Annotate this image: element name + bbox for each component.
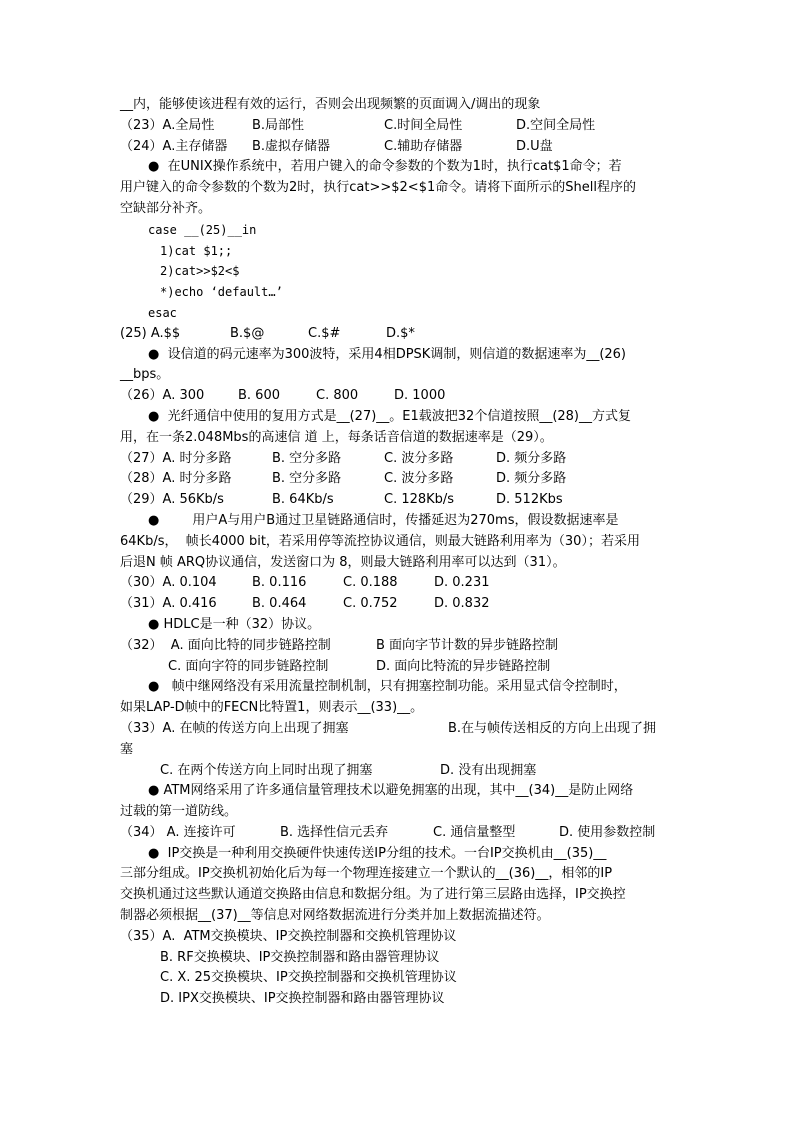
document-page [120,95,680,1010]
option: C. 在两个传送方向上同时出现了拥塞 [160,762,373,778]
option-35c: C. X. 25交换模块、IP交换控制器和交换机管理协议 [160,970,457,986]
option: C. 通信量整型 [433,824,516,840]
text-line: __内，能够使该进程有效的运行，否则会出现频繁的页面调入/调出的现象 [120,97,541,112]
options-33a [120,719,680,740]
bullet-icon: ● [148,512,160,528]
bullet-icon: ● [148,346,160,362]
option-35b: B. RF交换模块、IP交换控制器和路由器管理协议 [160,949,440,965]
option: B. 600 [238,388,280,404]
option: B. 空分多路 [272,471,342,487]
option: C. 128Kb/s [384,492,455,508]
option: （23）A.全局性 [120,117,215,133]
option: D. 没有出现拥塞 [440,762,537,778]
option: C. 波分多路 [384,471,454,487]
options-30 [120,573,680,594]
bullet-icon: ● [148,783,160,799]
option: B.虚拟存储器 [252,138,331,154]
text-line: 塞 [120,741,134,757]
question-27-line-1: ● 光纤通信中使用的复用方式是__(27)__。E1载波把32个信道按照__(28)__方式复 [120,407,680,428]
option: （28）A. 时分多路 [120,471,232,487]
options-31 [120,594,680,615]
option: D. 频分多路 [496,450,567,466]
options-32a [120,636,680,657]
text-line: 过载的第一道防线。 [120,804,238,820]
text-line: 后退N 帧 ARQ协议通信，发送窗口为 8，则最大链路利用率可以达到（31）。 [120,554,566,570]
option: D.空间全局性 [516,117,596,133]
option: C.辅助存储器 [384,138,463,154]
question-25-line-1: ● 在UNIX操作系统中，若用户键入的命令参数的个数为1时，执行cat$1命令；若 [120,157,680,178]
option: C. 800 [316,388,359,404]
option: C.时间全局性 [384,117,463,133]
text-line: 用户键入的命令参数的个数为2时，执行cat>>$2<$1命令。请将下面所示的Shell程序的 [120,180,636,196]
text-line: 交换机通过这些默认通道交换路由信息和数据分组。为了进行第三层路由选择，IP交换控 [120,887,626,903]
question-35-line-1: ● IP交换是一种利用交换硬件快速传送IP分组的技术。一台IP交换机由__(35)__ [120,844,680,865]
option: B.$@ [230,325,265,341]
option: D. 0.832 [434,596,490,612]
bullet-icon: ● [148,408,160,424]
options-28 [120,469,680,490]
option: B. 空分多路 [272,450,342,466]
option: D. 0.231 [434,575,490,591]
option: （29）A. 56Kb/s [120,492,224,508]
text-line: 用，在一条2.048Mbs的高速信 道 上，每条话音信道的数据速率是（29）。 [120,429,553,445]
option: （27）A. 时分多路 [120,450,232,466]
option: D. 使用参数控制 [559,824,656,840]
option: C.$# [308,325,341,341]
option: B.在与帧传送相反的方向上出现了拥 [448,720,657,736]
option-35a: （35）A. ATM交换模块、IP交换控制器和交换机管理协议 [120,928,457,944]
option: D. 1000 [394,388,446,404]
options-27 [120,449,680,470]
options-26 [120,386,680,407]
code-line: 1)cat $1;; [160,243,233,258]
option: B.局部性 [252,117,305,133]
text-line: 空缺部分补齐。 [120,200,212,216]
option: （26）A. 300 [120,388,205,404]
text-line: 制器必须根据__(37)__等信息对网络数据流进行分类并加上数据流描述符。 [120,908,550,924]
option: B. 0.116 [252,575,307,591]
option: (25) A.$$ [120,325,181,341]
code-line: 2)cat>>$2<$ [160,264,240,279]
question-34-line-1: ● ATM网络采用了许多通信量管理技术以避免拥塞的出现，其中__(34)__是防止网络 [120,781,680,802]
option: D.$* [386,325,415,341]
option: D. 面向比特流的异步链路控制 [376,658,551,674]
option: （24）A.主存储器 [120,138,228,154]
text-line: 64Kb/s， 帧长4000 bit，若采用停等流控协议通信，则最大链路利用率为（30）；若采用 [120,533,640,549]
option: （30）A. 0.104 [120,575,217,591]
options-32b [120,657,680,678]
option: （34） A. 连接许可 [120,824,236,840]
question-30-line-1: ● 用户A与用户B通过卫星链路通信时，传播延迟为270ms，假设数据速率是 [120,511,680,532]
question-32-line: ● HDLC是一种（32）协议。 [120,615,680,636]
option: C. 0.752 [343,596,398,612]
options-29 [120,490,680,511]
options-25 [120,324,680,345]
code-line: case __(25)__in [148,222,257,237]
option: D. 512Kbs [496,492,563,508]
option: （32） A. 面向比特的同步链路控制 [120,637,331,653]
option: C. 波分多路 [384,450,454,466]
option: D.U盘 [516,138,553,154]
option: （31）A. 0.416 [120,596,217,612]
options-34 [120,823,680,844]
option: B. 64Kb/s [272,492,334,508]
option: D. 频分多路 [496,471,567,487]
code-line: *)echo ‘default…’ [160,285,283,300]
text-line: 三部分组成。IP交换机初始化后为每一个物理连接建立一个默认的__(36)__，相邻的IP [120,866,613,882]
option: B. 0.464 [252,596,307,612]
text-line: 如果LAP-D帧中的FECN比特置1，则表示__(33)__。 [120,700,424,716]
bullet-icon: ● [148,616,160,632]
text-line: __bps。 [120,367,170,383]
option: （33）A. 在帧的传送方向上出现了拥塞 [120,720,349,736]
options-33b [120,761,680,782]
option: B. 选择性信元丢弃 [280,824,389,840]
option: B 面向字节计数的异步链路控制 [376,637,559,653]
code-line: esac [148,305,177,320]
options-23 [120,116,680,137]
question-26-line-1: ● 设信道的码元速率为300波特，采用4相DPSK调制，则信道的数据速率为__(26) [120,345,680,366]
bullet-icon: ● [148,679,160,695]
question-33-line-1: ● 帧中继网络没有采用流量控制机制，只有拥塞控制功能。采用显式信令控制时， [120,677,680,698]
bullet-icon: ● [148,159,160,175]
bullet-icon: ● [148,845,160,861]
option: C. 面向字符的同步链路控制 [168,658,329,674]
options-24 [120,137,680,158]
option: C. 0.188 [343,575,398,591]
option-35d: D. IPX交换模块、IP交换控制器和路由器管理协议 [160,991,445,1007]
